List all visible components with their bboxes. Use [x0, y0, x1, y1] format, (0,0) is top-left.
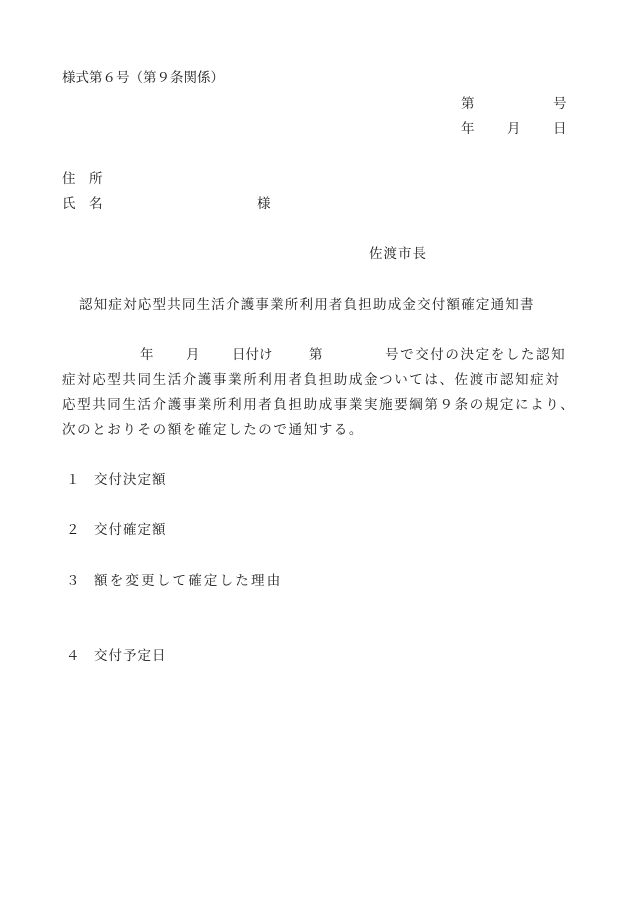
date-year-label: 年 [461, 121, 475, 137]
body-line-1: 号で交付の決定をした認知 [385, 347, 567, 363]
document-number-suffix: 号 [553, 96, 567, 112]
item-label-scheduled-date: 交付予定日 [94, 648, 167, 664]
item-number: １ [66, 472, 80, 488]
document-number-prefix: 第 [461, 96, 475, 112]
body-line-4: 次のとおりその額を確定したので通知する。 [62, 422, 364, 438]
honorific-sama: 様 [257, 196, 271, 212]
body-month: 月 [186, 347, 200, 363]
date-month-label: 月 [507, 121, 521, 137]
item-number: ３ [66, 573, 80, 589]
address-label: 住 所 [62, 171, 103, 187]
body-line-2: 症対応型共同生活介護事業所利用者負担助成金ついては、佐渡市認知症対 [62, 372, 561, 388]
item-number: ４ [66, 648, 80, 664]
date-day-label: 日 [553, 121, 567, 137]
body-line-3: 応型共同生活介護事業所利用者負担助成事業実施要綱第９条の規定により、 [62, 397, 576, 413]
item-number: ２ [66, 522, 80, 538]
form-number-label: 様式第６号（第９条関係） [62, 70, 224, 86]
item-label-decided-amount: 交付決定額 [94, 472, 167, 488]
sender-mayor: 佐渡市長 [369, 246, 427, 262]
item-label-change-reason: 額を変更して確定した理由 [94, 573, 283, 589]
item-label-confirmed-amount: 交付確定額 [94, 522, 167, 538]
body-year: 年 [140, 347, 154, 363]
document-title: 認知症対応型共同生活介護事業所利用者負担助成金交付額確定通知書 [79, 297, 535, 313]
body-number-prefix: 第 [309, 347, 323, 363]
name-label: 氏 名 [62, 196, 103, 212]
body-date-suffix: 日付け [232, 347, 273, 363]
